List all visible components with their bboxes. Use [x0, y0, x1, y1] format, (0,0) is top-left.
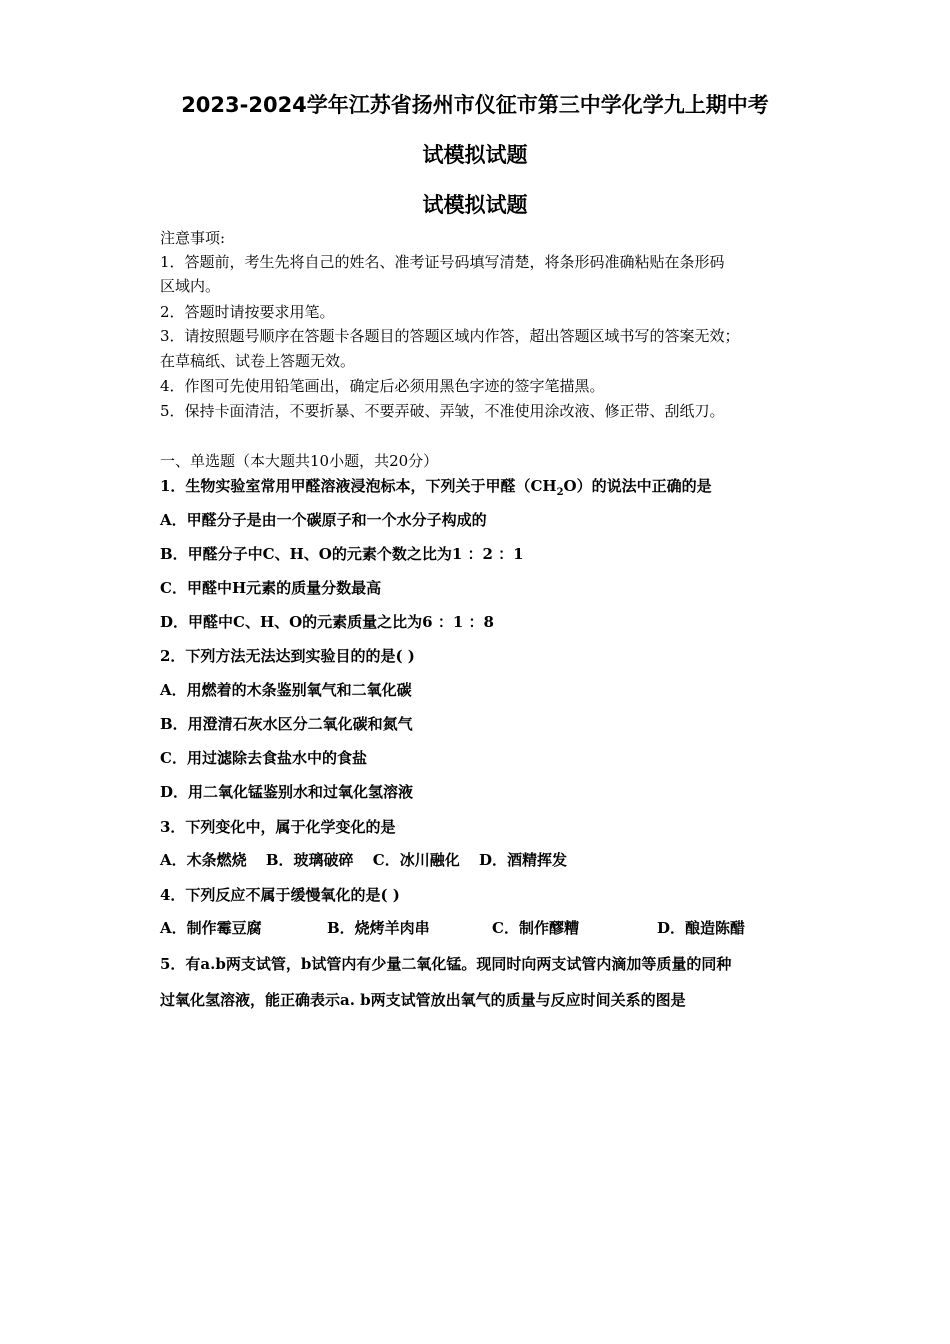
q1-stem: 1．生物实验室常用甲醛溶液浸泡标本，下列关于甲醛$(CH_2O)$的说法中正确的是	[160, 477, 712, 498]
q2-option-b: B．用澄清石灰水区分二氧化碳和氮气	[160, 715, 413, 733]
q3-option-a: A．木条燃烧	[160, 851, 247, 869]
q4-option-b: B．烧烤羊肉串	[327, 919, 430, 937]
title-line-3: 试模拟试题	[422, 193, 528, 217]
notice-heading: 注意事项:	[160, 229, 226, 247]
q1-option-c: C．甲醛中H元素的质量分数最高	[160, 579, 382, 597]
q3-stem: 3．下列变化中，属于化学变化的是	[160, 818, 396, 836]
q3-options	[160, 850, 567, 870]
section-heading: 一、单选题（本大题共10小题，共20分）	[160, 452, 439, 470]
q4-option-d: D．酿造陈醋	[657, 919, 746, 937]
q1-option-d: D．甲醛中C、H、O的元素质量之比为6 ：1 ：8	[160, 613, 494, 631]
q4-option-a: A．制作霉豆腐	[160, 919, 262, 937]
q2-option-c: C．用过滤除去食盐水中的食盐	[160, 749, 367, 767]
q2-option-d: D．用二氧化锰鉴别水和过氧化氢溶液	[160, 783, 414, 801]
q2-option-a: A．用燃着的木条鉴别氧气和二氧化碳	[160, 681, 412, 699]
notice-item-1-cont: 区域内。	[160, 277, 221, 295]
q4-option-c: C．制作醪糟	[492, 919, 579, 937]
q3-option-b: B．玻璃破碎	[265, 851, 354, 869]
q2-stem: 2．下列方法无法达到实验目的的是( )	[160, 647, 415, 665]
title-line-1: 2023-2024学年江苏省扬州市仪征市第三中学化学九上期中考	[181, 93, 769, 117]
notice-item-3-cont: 在草稿纸、试卷上答题无效。	[160, 352, 356, 370]
notice-item-5: 5．保持卡面清洁，不要折暴、不要弄破、弄皱，不准使用涂改液、修正带、刮纸刀。	[160, 402, 725, 420]
q5-stem-line-2: 过氧化氢溶液，能正确表示a. b两支试管放出氧气的质量与反应时间关系的图是	[160, 991, 686, 1009]
q5-stem-line-1: 5．有a.b两支试管，b试管内有少量二氧化锰。现同时向两支试管内滴加等质量的同种	[160, 955, 732, 973]
q1-option-b: B．甲醛分子中C、H、O的元素个数之比为1 ：2 ：1	[160, 545, 524, 563]
q3-option-c: C．冰川融化	[372, 851, 460, 869]
notice-item-1: 1．答题前，考生先将自己的姓名、准考证号码填写清楚，将条形码准确粘贴在条形码	[160, 253, 725, 271]
notice-item-3: 3．请按照题号顺序在答题卡各题目的答题区域内作答，超出答题区域书写的答案无效；	[160, 327, 740, 345]
notice-item-2: 2．答题时请按要求用笔。	[160, 303, 335, 321]
notice-item-4: 4．作图可先使用铅笔画出，确定后必须用黑色字迹的签字笔描黑。	[160, 377, 605, 395]
q1-option-a: A．甲醛分子是由一个碳原子和一个水分子构成的	[160, 511, 487, 529]
title-line-2: 试模拟试题	[422, 143, 528, 167]
q3-option-d: D．酒精挥发	[478, 851, 567, 869]
q4-stem: 4．下列反应不属于缓慢氧化的是( )	[160, 886, 400, 904]
